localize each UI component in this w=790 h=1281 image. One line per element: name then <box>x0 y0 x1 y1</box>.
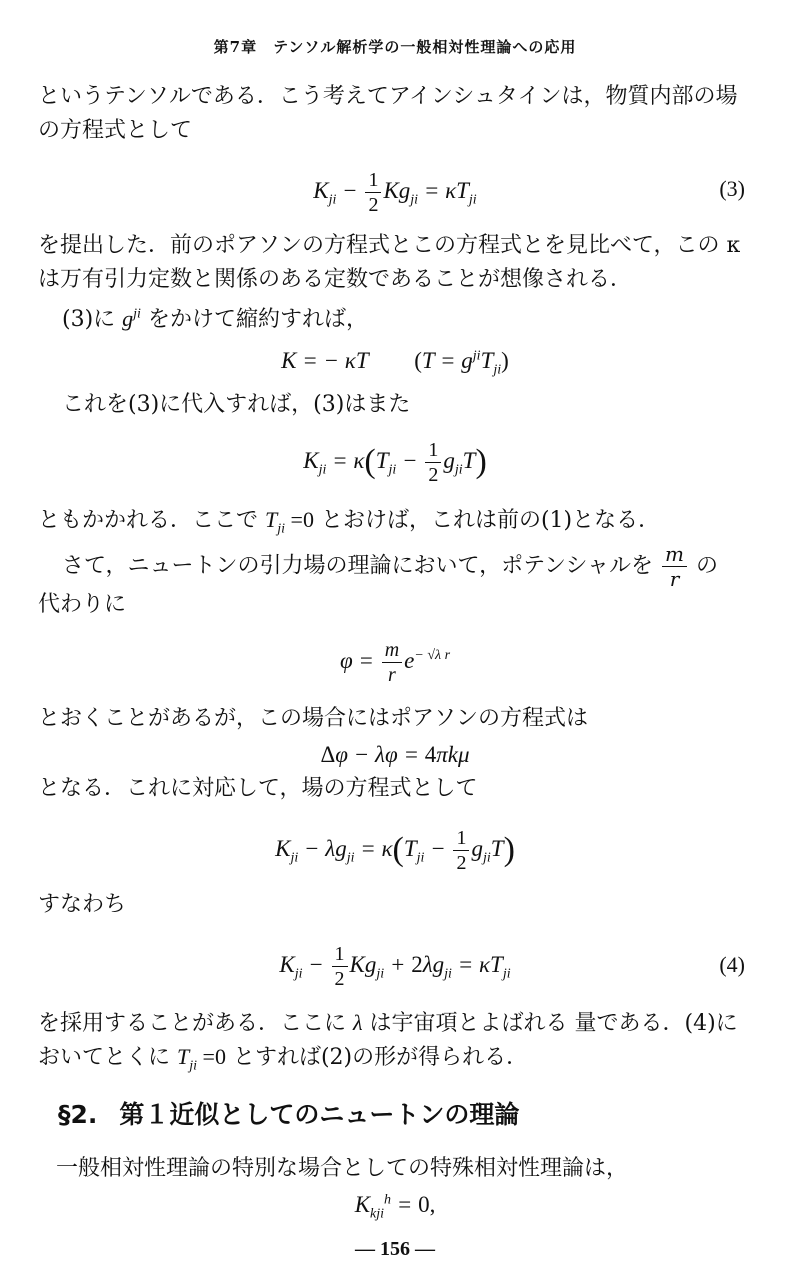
running-header: 第7章 テンソル解析学の一般相対性理論への応用 <box>213 38 577 56</box>
paragraph-line: とおくことがあるが，この場合にはポアソンの方程式は <box>38 706 589 731</box>
paragraph-line: さて，ニュートンの引力場の理論において，ポテンシャルを $\frac{m}{r}$ の <box>62 542 718 591</box>
paragraph-line: ともかかれる．ここで $T_{ji} =0$ とおけば，これは前の(1)となる． <box>38 507 661 537</box>
fraction-m-over-r: $\frac{m}{r}$ <box>662 544 687 589</box>
section-title: 第１近似としてのニュートンの理論 <box>119 1100 520 1129</box>
equation-K-alt: $K_{ji} = \kappa(T_{ji}$ − $\frac{1}{2}$ $g_{ji}T$) <box>303 439 487 486</box>
fraction-one-half: $\frac{1}{2}$ <box>453 828 469 873</box>
paragraph-line: となる．これに対応して，場の方程式として <box>38 776 478 801</box>
equation-4: $K_{ji}$ − $\frac{1}{2}$ $Kg_{ji} + 2\lambda g_{ji} = \kappa T_{ji}$ <box>279 943 511 990</box>
equation-3: $K_{ji}$ − $\frac{1}{2}$ $Kg_{ji} = \kappa T_{ji}$ <box>313 169 477 216</box>
equation-potential: φ = $\frac{m}{r}$ $e^{- √\lambda r}$ <box>339 639 451 686</box>
equation-riemann-zero: $K_{kji}^h = 0$, <box>354 1192 436 1222</box>
paragraph-line: 代わりに <box>38 592 127 617</box>
equation-poisson: Δφ − λφ = 4πkμ <box>320 742 470 767</box>
paragraph-line: を採用することがある．ここに λ は宇宙項とよばれる 量である．(4)に <box>38 1010 738 1036</box>
paragraph-line: というテンソルである．こう考えてアインシュタインは，物質内部の場 <box>38 84 738 109</box>
fraction-one-half: $\frac{1}{2}$ <box>332 944 348 989</box>
section-heading <box>58 1098 519 1132</box>
section-number: §2. <box>58 1100 98 1129</box>
fraction-one-half: $\frac{1}{2}$ <box>425 440 441 485</box>
paragraph-line: これを(3)に代入すれば，(3)はまた <box>62 392 411 417</box>
fraction-one-half: $\frac{1}{2}$ <box>365 170 381 215</box>
equation-K-trace: K = − κT $(T = g^{ji}T_{ji})$ <box>281 348 509 378</box>
paragraph-line: は万有引力定数と関係のある定数であることが想像される． <box>38 267 633 292</box>
equation-number: (4) <box>719 952 745 977</box>
paragraph-line: おいてとくに $T_{ji} =0$ とすれば(2)の形が得られる． <box>38 1044 529 1074</box>
page-number: — 156 — <box>355 1238 435 1260</box>
paragraph-line: 一般相対性理論の特別な場合としての特殊相対性理論は， <box>56 1156 629 1181</box>
paragraph-line: の方程式として <box>38 118 193 143</box>
equation-field-lambda: $K_{ji} - \lambda g_{ji} = \kappa(T_{ji}$ − $\frac{1}{2}$ $g_{ji}T$) <box>275 827 515 874</box>
equation-number: (3) <box>719 176 745 201</box>
paragraph-line: を提出した．前のポアソンの方程式とこの方程式とを見比べて，この κ <box>38 233 741 258</box>
paragraph-line: (3)に $g^{ji}$ をかけて縮約すれば， <box>62 306 368 332</box>
paragraph-line: すなわち <box>38 892 127 917</box>
fraction-m-over-r: $\frac{m}{r}$ <box>382 640 402 685</box>
